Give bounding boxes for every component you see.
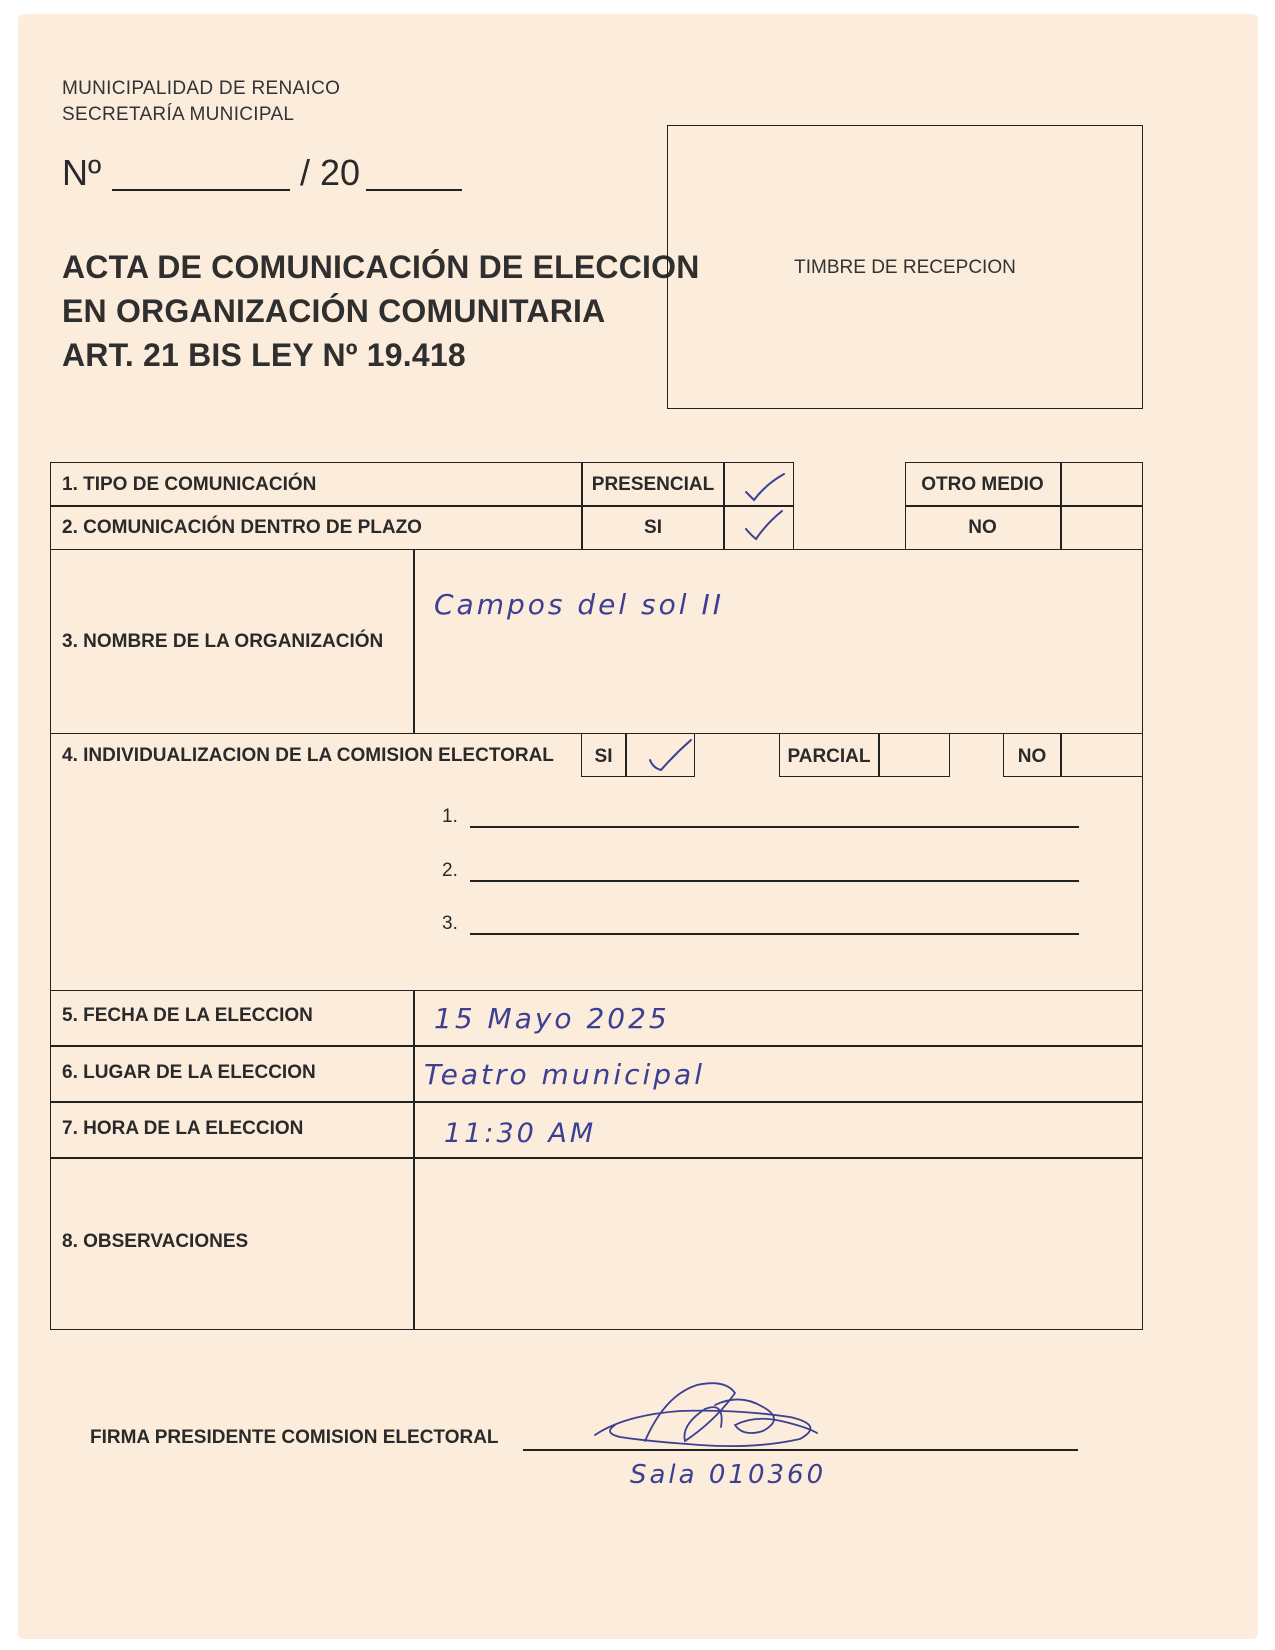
divider xyxy=(50,505,794,507)
election-time-value[interactable]: 11:30 AM xyxy=(444,1118,597,1149)
divider xyxy=(413,549,415,734)
row4-option-si: SI xyxy=(594,746,613,767)
municipality-name: MUNICIPALIDAD DE RENAICO xyxy=(62,78,341,99)
divider xyxy=(625,733,627,777)
checkmark-icon xyxy=(740,507,790,543)
number-prefix: Nº xyxy=(62,152,102,193)
member-3-number: 3. xyxy=(442,913,458,934)
document-title-line1: ACTA DE COMUNICACIÓN DE ELECCION xyxy=(62,249,700,285)
document-title-line3: ART. 21 BIS LEY Nº 19.418 xyxy=(62,337,466,373)
row4-option-no: NO xyxy=(1017,746,1047,767)
row4-option-parcial: PARCIAL xyxy=(787,746,871,767)
divider xyxy=(1060,733,1062,777)
organization-name-value[interactable]: Campos del sol II xyxy=(434,588,724,621)
divider xyxy=(50,1045,1143,1047)
row2-option-si: SI xyxy=(644,517,662,538)
row2-label: 2. COMUNICACIÓN DENTRO DE PLAZO xyxy=(62,517,422,538)
divider xyxy=(413,990,415,1330)
signature-note: Sala 010360 xyxy=(630,1460,827,1490)
row5-label: 5. FECHA DE LA ELECCION xyxy=(62,1005,313,1026)
member-3-line[interactable] xyxy=(470,933,1079,935)
divider xyxy=(50,1157,1143,1159)
divider xyxy=(905,505,1143,507)
checkmark-icon xyxy=(740,470,790,504)
row1-option-otro-medio: OTRO MEDIO xyxy=(921,474,1044,495)
row1-option-presencial: PRESENCIAL xyxy=(591,474,715,495)
row1-label: 1. TIPO DE COMUNICACIÓN xyxy=(62,474,317,495)
number-year-prefix: / 20 xyxy=(300,152,361,193)
divider xyxy=(50,1101,1143,1103)
member-1-number: 1. xyxy=(442,806,458,827)
election-place-value[interactable]: Teatro municipal xyxy=(424,1058,705,1091)
reception-stamp-label: TIMBRE DE RECEPCION xyxy=(794,257,1016,278)
member-2-number: 2. xyxy=(442,860,458,881)
handwritten-signature xyxy=(585,1375,835,1460)
department-name: SECRETARÍA MUNICIPAL xyxy=(62,104,295,125)
signature-label: FIRMA PRESIDENTE COMISION ELECTORAL xyxy=(90,1427,499,1448)
year-blank-line xyxy=(366,189,462,191)
rows-5-8-frame xyxy=(50,990,1143,1330)
row3-label: 3. NOMBRE DE LA ORGANIZACIÓN xyxy=(62,631,384,652)
document-title-line2: EN ORGANIZACIÓN COMUNITARIA xyxy=(62,293,606,329)
member-2-line[interactable] xyxy=(470,880,1079,882)
row2-option-no: NO xyxy=(968,517,997,538)
divider xyxy=(878,733,880,777)
checkmark-icon xyxy=(645,736,695,776)
member-1-line[interactable] xyxy=(470,826,1079,828)
row4-label: 4. INDIVIDUALIZACION DE LA COMISION ELECTORAL xyxy=(62,745,554,766)
election-date-value[interactable]: 15 Mayo 2025 xyxy=(434,1002,670,1035)
divider xyxy=(1060,462,1062,550)
number-blank-line xyxy=(112,189,290,191)
row7-label: 7. HORA DE LA ELECCION xyxy=(62,1118,304,1139)
row8-label: 8. OBSERVACIONES xyxy=(62,1231,249,1252)
row6-label: 6. LUGAR DE LA ELECCION xyxy=(62,1062,316,1083)
